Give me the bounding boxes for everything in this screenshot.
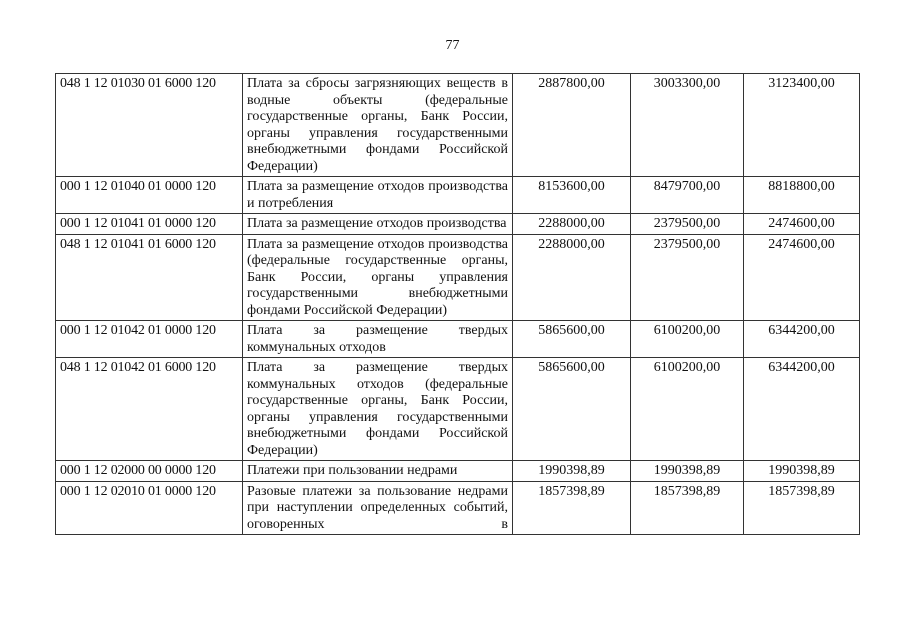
amount-year-1: 1990398,89 — [513, 461, 631, 482]
table-row — [56, 461, 860, 482]
amount-year-3: 2474600,00 — [744, 234, 860, 321]
amount-year-3: 1990398,89 — [744, 461, 860, 482]
table-row — [56, 481, 860, 535]
table-row — [56, 234, 860, 321]
amount-year-2: 1857398,89 — [631, 481, 744, 535]
budget-code: 000 1 12 01041 01 0000 120 — [56, 214, 243, 235]
amount-year-2: 8479700,00 — [631, 177, 744, 214]
amount-year-2: 6100200,00 — [631, 321, 744, 358]
amount-year-2: 3003300,00 — [631, 74, 744, 177]
budget-code: 048 1 12 01042 01 6000 120 — [56, 358, 243, 461]
income-description: Плата за размещение твердых коммунальных отходов (федеральные государственные органы, Банк России, органы управления государственными внебюджетными фондами Российской Федерации) — [243, 358, 513, 461]
budget-code: 000 1 12 02010 01 0000 120 — [56, 481, 243, 535]
table-row — [56, 74, 860, 177]
amount-year-3: 6344200,00 — [744, 321, 860, 358]
budget-code: 000 1 12 01042 01 0000 120 — [56, 321, 243, 358]
income-description: Плата за размещение отходов производства (федеральные государственные органы, Банк России, органы управления государственными внебюджетными фондами Российской Федерации) — [243, 234, 513, 321]
amount-year-3: 2474600,00 — [744, 214, 860, 235]
amount-year-2: 1990398,89 — [631, 461, 744, 482]
budget-code: 000 1 12 01040 01 0000 120 — [56, 177, 243, 214]
amount-year-1: 5865600,00 — [513, 358, 631, 461]
amount-year-1: 2288000,00 — [513, 214, 631, 235]
budget-code: 048 1 12 01030 01 6000 120 — [56, 74, 243, 177]
income-description: Плата за сбросы загрязняющих веществ в водные объекты (федеральные государственные органы, Банк России, органы управления государственными внебюджетными фондами Российской Федерации) — [243, 74, 513, 177]
amount-year-1: 8153600,00 — [513, 177, 631, 214]
income-description: Плата за размещение твердых коммунальных отходов — [243, 321, 513, 358]
amount-year-2: 2379500,00 — [631, 214, 744, 235]
amount-year-1: 5865600,00 — [513, 321, 631, 358]
amount-year-3: 8818800,00 — [744, 177, 860, 214]
table-row — [56, 214, 860, 235]
income-description: Платежи при пользовании недрами — [243, 461, 513, 482]
table-row — [56, 321, 860, 358]
income-description: Плата за размещение отходов производства и потребления — [243, 177, 513, 214]
budget-code: 000 1 12 02000 00 0000 120 — [56, 461, 243, 482]
amount-year-3: 1857398,89 — [744, 481, 860, 535]
income-description: Разовые платежи за пользование недрами при наступлении определенных событий, оговоренных в — [243, 481, 513, 535]
amount-year-2: 6100200,00 — [631, 358, 744, 461]
amount-year-3: 3123400,00 — [744, 74, 860, 177]
amount-year-3: 6344200,00 — [744, 358, 860, 461]
amount-year-1: 2887800,00 — [513, 74, 631, 177]
amount-year-1: 1857398,89 — [513, 481, 631, 535]
amount-year-2: 2379500,00 — [631, 234, 744, 321]
budget-code: 048 1 12 01041 01 6000 120 — [56, 234, 243, 321]
table-row — [56, 177, 860, 214]
income-description: Плата за размещение отходов производства — [243, 214, 513, 235]
table-row — [56, 358, 860, 461]
budget-table — [55, 73, 860, 535]
page-number: 77 — [445, 38, 460, 53]
amount-year-1: 2288000,00 — [513, 234, 631, 321]
